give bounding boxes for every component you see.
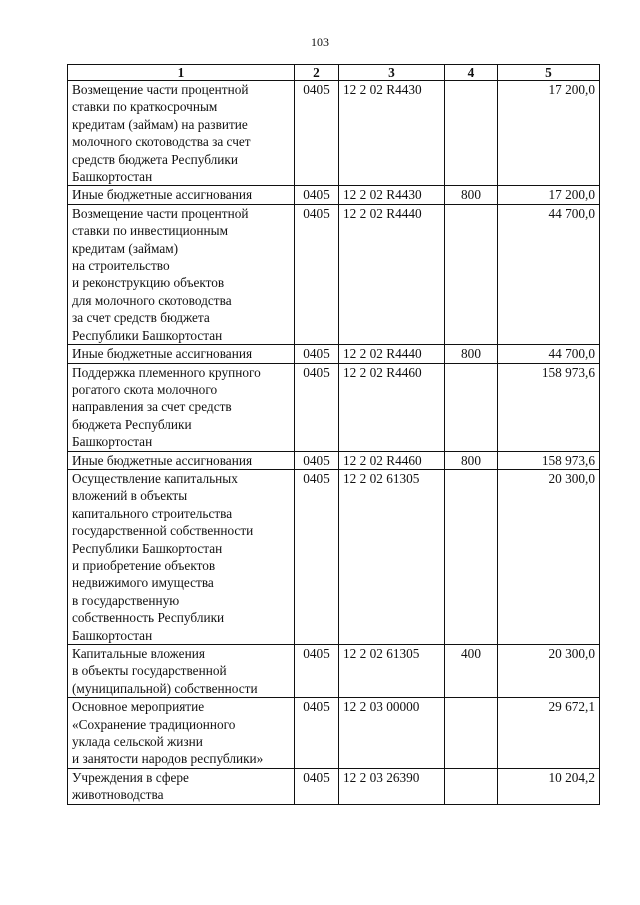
row-amount-cell: 10 204,2 [498,768,600,804]
row-target-cell: 12 2 02 R4440 [339,204,445,344]
table-row [68,81,600,186]
table-row [68,451,600,469]
row-amount-cell: 44 700,0 [498,345,600,363]
table-row [68,204,600,344]
row-target-cell: 12 2 02 R4440 [339,345,445,363]
table-row [68,345,600,363]
row-type-cell: 800 [445,451,498,469]
row-name-cell: Основное мероприятие «Сохранение традиционного уклада сельской жизни и занятости народов республики» [68,698,295,769]
row-amount-cell: 158 973,6 [498,363,600,451]
row-name-cell: Учреждения в сфере животноводства [68,768,295,804]
row-amount-cell: 158 973,6 [498,451,600,469]
column-header-5: 5 [498,65,600,81]
row-type-cell [445,363,498,451]
table-row [68,698,600,769]
row-type-cell [445,204,498,344]
row-name-cell: Осуществление капитальных вложений в объекты капитального строительства государственной собственности Республики Башкортостан и приобретение объектов недвижимого имущества в государственную собственность Республики Башкортостан [68,469,295,644]
budget-table [67,64,600,805]
row-type-cell: 800 [445,186,498,204]
row-name-cell: Возмещение части процентной ставки по краткосрочным кредитам (займам) на развитие молочного скотоводства за счет средств бюджета Республики Башкортостан [68,81,295,186]
table-header-row [68,65,600,81]
row-amount-cell: 17 200,0 [498,81,600,186]
row-section-cell: 0405 [295,204,339,344]
row-section-cell: 0405 [295,698,339,769]
row-target-cell: 12 2 03 00000 [339,698,445,769]
row-amount-cell: 20 300,0 [498,469,600,644]
row-target-cell: 12 2 02 R4460 [339,451,445,469]
row-type-cell: 800 [445,345,498,363]
row-type-cell [445,81,498,186]
table-row [68,186,600,204]
table-row [68,363,600,451]
row-section-cell: 0405 [295,645,339,698]
row-amount-cell: 29 672,1 [498,698,600,769]
table-row [68,469,600,644]
row-section-cell: 0405 [295,345,339,363]
column-header-3: 3 [339,65,445,81]
row-target-cell: 12 2 02 61305 [339,645,445,698]
row-name-cell: Иные бюджетные ассигнования [68,451,295,469]
row-target-cell: 12 2 02 R4430 [339,186,445,204]
row-name-cell: Иные бюджетные ассигнования [68,186,295,204]
page-number: 103 [311,35,329,49]
row-section-cell: 0405 [295,81,339,186]
row-name-cell: Поддержка племенного крупного рогатого скота молочного направления за счет средств бюджета Республики Башкортостан [68,363,295,451]
row-amount-cell: 17 200,0 [498,186,600,204]
row-section-cell: 0405 [295,451,339,469]
row-type-cell [445,698,498,769]
row-section-cell: 0405 [295,768,339,804]
row-target-cell: 12 2 02 R4460 [339,363,445,451]
row-target-cell: 12 2 03 26390 [339,768,445,804]
column-header-1: 1 [68,65,295,81]
table-row [68,768,600,804]
row-type-cell [445,469,498,644]
row-name-cell: Иные бюджетные ассигнования [68,345,295,363]
table-row [68,645,600,698]
column-header-2: 2 [295,65,339,81]
row-section-cell: 0405 [295,186,339,204]
row-target-cell: 12 2 02 61305 [339,469,445,644]
row-target-cell: 12 2 02 R4430 [339,81,445,186]
row-type-cell: 400 [445,645,498,698]
row-name-cell: Возмещение части процентной ставки по инвестиционным кредитам (займам) на строительство и реконструкцию объектов для молочного скотоводства за счет средств бюджета Республики Башкортостан [68,204,295,344]
row-section-cell: 0405 [295,469,339,644]
row-amount-cell: 44 700,0 [498,204,600,344]
row-name-cell: Капитальные вложения в объекты государственной (муниципальной) собственности [68,645,295,698]
row-amount-cell: 20 300,0 [498,645,600,698]
row-type-cell [445,768,498,804]
column-header-4: 4 [445,65,498,81]
row-section-cell: 0405 [295,363,339,451]
